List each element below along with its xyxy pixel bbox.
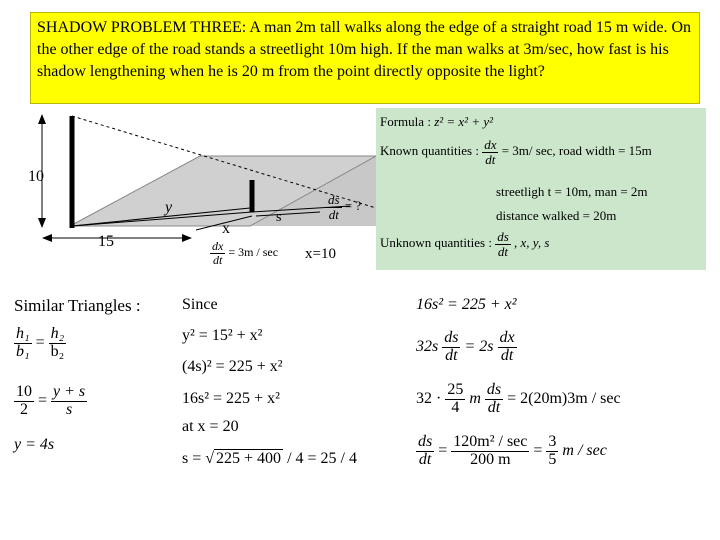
unknown-ds-den: dt <box>497 243 509 259</box>
label-s: s <box>276 210 282 225</box>
h1-b1-fraction <box>14 326 32 361</box>
eq4-eq: = <box>438 441 448 459</box>
eq4-ds-num: ds <box>418 433 433 450</box>
h1: h₁ <box>16 325 30 342</box>
formula-box <box>376 108 706 270</box>
eq2-mid: = 2s <box>464 337 494 355</box>
radicand: 225 + 400 <box>216 450 282 467</box>
known-line-2: streetligh t = 10m, man = 2m <box>496 184 648 199</box>
ten-two-fraction <box>14 384 34 419</box>
x-value: x=10 <box>305 246 336 262</box>
unknown-rest: , x, y, s <box>514 235 550 251</box>
eq3-ds-dt <box>485 382 503 417</box>
label-15: 15 <box>98 233 114 250</box>
eq4-ds-dt <box>416 434 434 469</box>
known-label: Known quantities : <box>380 143 479 159</box>
deriv-eq2 <box>416 330 517 365</box>
deriv-eq1: 16s² = 225 + x² <box>416 296 517 313</box>
known-dx-dt <box>482 138 498 166</box>
unknown-line <box>380 230 549 258</box>
label-10: 10 <box>28 168 44 185</box>
formula-eq: z² = x² + y² <box>434 114 494 129</box>
problem-statement <box>30 12 700 104</box>
eq3-fraction <box>445 382 465 417</box>
eq2-ds-num: ds <box>444 329 459 346</box>
ds-dt-fraction <box>326 193 342 221</box>
width-arrow-right <box>182 234 192 242</box>
h2: h₂ <box>50 325 65 342</box>
since-line-4: at x = 20 <box>182 418 239 435</box>
ds-num: ds <box>328 192 340 207</box>
label-y: y <box>165 199 173 216</box>
eq4-f-den: 200 m <box>470 450 511 468</box>
unknown-label: Unknown quantities : <box>380 235 492 251</box>
deriv-eq4 <box>416 434 607 469</box>
unknown-ds-dt <box>495 230 511 258</box>
similar-result: y = 4s <box>14 436 55 453</box>
known-line1-text: = 3m/ sec, road width = 15m <box>501 143 652 159</box>
known-line-1 <box>380 138 652 166</box>
eq3-ds-num: ds <box>486 381 502 398</box>
s-den: s <box>65 400 73 418</box>
height-arrow-top <box>38 114 46 124</box>
eq3-rest: = 2(20m)3m / sec <box>507 389 621 407</box>
eq2-ds-den: dt <box>445 346 458 364</box>
eq3-f-den: 4 <box>451 398 460 416</box>
rate-ds-dt <box>326 193 361 221</box>
eq2-dx-dt <box>498 330 517 365</box>
dx-num: dx <box>212 239 224 253</box>
eq4-f-num: 120m² / sec <box>453 433 528 450</box>
similar-ratio-specific: $\frac{10}{2}$ = $\frac{y + s}{s}$ <box>16 383 86 418</box>
sqrt-sign: √ <box>205 450 215 467</box>
y-plus-s: y + s <box>53 383 86 400</box>
eq3-pre: 32 · <box>416 389 442 407</box>
known-dx-den: dt <box>485 151 496 167</box>
formula-label: Formula <box>380 114 425 129</box>
eq4-unit: m / sec <box>562 441 607 459</box>
dx-dt-fraction <box>210 240 225 266</box>
since-heading: Since <box>182 296 218 313</box>
eq3-m: m <box>469 389 481 407</box>
known-dx-num: dx <box>484 137 497 152</box>
eq4-eq2: = <box>533 441 543 459</box>
height-arrow-bottom <box>38 218 46 228</box>
eq4-fraction <box>451 434 529 469</box>
since-line-1: y² = 15² + x² <box>182 327 263 344</box>
b1: b₁ <box>16 342 30 360</box>
unknown-ds-num: ds <box>497 229 509 244</box>
two: 2 <box>20 400 28 418</box>
eq3-f-num: 25 <box>447 381 464 398</box>
eq2-pre: 32s <box>416 337 439 355</box>
rate-dx-dt <box>210 240 278 266</box>
eq2-ds-dt <box>442 330 460 365</box>
s-equals: s = <box>182 450 202 467</box>
eq4-r-num: 3 <box>548 433 557 450</box>
eq4-result <box>546 434 558 469</box>
deriv-eq3 <box>416 382 621 417</box>
ys-s-fraction <box>51 384 87 419</box>
eq4-r-den: 5 <box>548 450 557 468</box>
h2-b2-fraction <box>49 326 67 361</box>
since-line-2: (4s)² = 225 + x² <box>182 358 283 375</box>
sqrt-tail: / 4 = 25 / 4 <box>287 450 357 467</box>
since-line-3: 16s² = 225 + x² <box>182 390 280 407</box>
dx-den: dt <box>212 252 223 267</box>
eq4-ds-den: dt <box>418 450 432 468</box>
dx-value: = 3m / sec <box>228 244 279 259</box>
similar-heading: Similar Triangles : <box>14 296 141 315</box>
eq2-dx-den: dt <box>500 346 514 364</box>
eq2-dx-num: dx <box>499 329 515 346</box>
b2: b₂ <box>50 342 65 360</box>
width-arrow-left <box>42 234 52 242</box>
ten: 10 <box>16 383 32 400</box>
eq3-ds-den: dt <box>487 398 501 416</box>
formula-line: Formula : z² = x² + y² <box>380 114 494 129</box>
problem-text: SHADOW PROBLEM THREE: A man 2m tall walks along the edge of a straight road 15 m wide. On the other edge of the road stands a streetlight 10m high. If the man walks at 3m/sec, how fast is his shadow lengthening when he is 20 m from the point directly opposite the light? <box>37 19 691 80</box>
since-line-5 <box>182 450 357 468</box>
label-x: x <box>222 220 230 237</box>
known-line-3: distance walked = 20m <box>496 208 617 223</box>
ds-value: = ? <box>344 198 362 214</box>
ds-den: dt <box>328 206 339 222</box>
similar-ratio-general: $\frac{\text{h₁}}{\text{b₁}}$ = $\frac{\text{h₂}}{\text{b₂}}$ <box>16 325 65 360</box>
